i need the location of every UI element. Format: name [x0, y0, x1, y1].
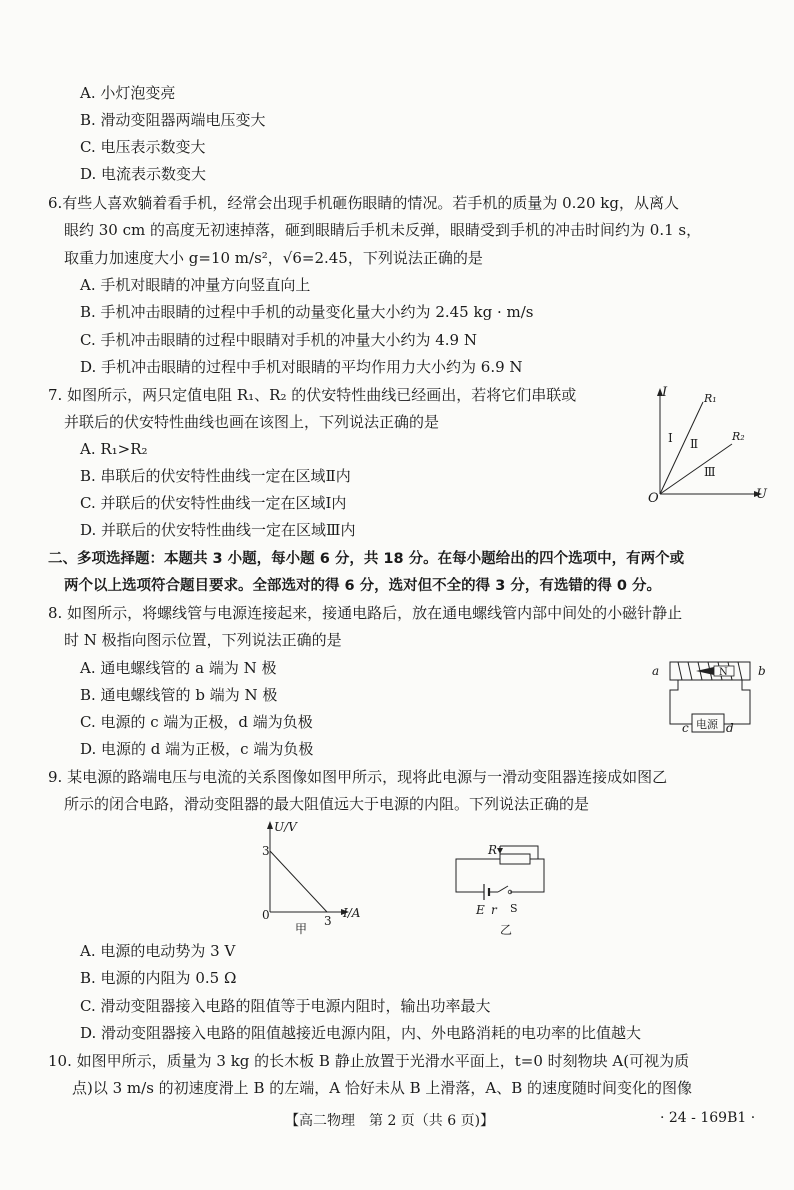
q6-option-d: D. 手机冲击眼睛的过程中手机对眼睛的平均作用力大小约为 6.9 N [80, 358, 523, 376]
q7-region-3: Ⅲ [704, 465, 716, 479]
q7-stem-line-1: 7. 如图所示，两只定值电阻 R₁、R₂ 的伏安特性曲线已经画出，若将它们串联或 [48, 386, 577, 404]
q8-option-c: C. 电源的 c 端为正极，d 端为负极 [80, 713, 313, 731]
q8-label-a: a [652, 664, 660, 678]
q9-jia-y-tick: 3 [262, 844, 270, 858]
q8-solenoid-circuit [648, 652, 770, 736]
q5-option-d: D. 电流表示数变大 [80, 165, 207, 183]
section-2-heading-line-1: 二、多项选择题：本题共 3 小题，每小题 6 分，共 18 分。在每小题给出的四个选项中，有两个或 [48, 551, 685, 567]
q9-stem-line-1: 9. 某电源的路端电压与电流的关系图像如图甲所示，现将此电源与一滑动变阻器连接成如图乙 [48, 768, 668, 786]
q9-yi-r-internal-label: r [491, 903, 497, 917]
q8-power-source-label: 电源 [696, 718, 718, 731]
q9-jia-x-tick: 3 [324, 914, 332, 928]
q9-jia-origin: 0 [262, 908, 270, 922]
q5-option-c: C. 电压表示数变大 [80, 138, 206, 156]
q9-option-d: D. 滑动变阻器接入电路的阻值越接近电源内阻，内、外电路消耗的电功率的比值越大 [80, 1024, 642, 1042]
q9-option-a: A. 电源的电动势为 3 V [80, 942, 236, 960]
q7-r2-label: R₂ [732, 430, 745, 443]
q9-jia-axis-i-label: I/A [343, 906, 361, 920]
q10-stem-line-1: 10. 如图甲所示，质量为 3 kg 的长木板 B 静止放置于光滑水平面上，t=0 时刻物块 A(可视为质 [48, 1052, 690, 1070]
q7-stem-line-2: 并联后的伏安特性曲线也画在该图上，下列说法正确的是 [64, 413, 440, 431]
q10-stem-line-2: 点)以 3 m/s 的初速度滑上 B 的左端，A 恰好未从 B 上滑落，A、B 的速度随时间变化的图像 [72, 1079, 693, 1097]
q7-option-a: A. R₁>R₂ [80, 440, 148, 458]
q9-yi-caption: 乙 [500, 923, 513, 937]
q7-option-d: D. 并联后的伏安特性曲线一定在区域Ⅲ内 [80, 521, 356, 539]
q9-fig-jia-ui-graph [255, 815, 370, 935]
q9-yi-r-label: R [488, 843, 498, 857]
q8-option-b: B. 通电螺线管的 b 端为 N 极 [80, 686, 278, 704]
q9-jia-axis-u-label: U/V [274, 820, 297, 834]
q7-iu-graph [640, 380, 770, 505]
q9-option-c: C. 滑动变阻器接入电路的阻值等于电源内阻时，输出功率最大 [80, 997, 491, 1015]
page-footer-code: · 24 - 169B1 · [660, 1110, 756, 1126]
q9-jia-caption: 甲 [295, 922, 308, 935]
q7-region-1: Ⅰ [668, 431, 673, 445]
q5-option-b: B. 滑动变阻器两端电压变大 [80, 111, 266, 129]
q7-axis-i-label: I [662, 385, 668, 400]
q8-label-d: d [726, 721, 734, 735]
q5-option-a: A. 小灯泡变亮 [80, 84, 176, 102]
q7-region-2: Ⅱ [690, 437, 699, 451]
q6-stem-line-2: 眼约 30 cm 的高度无初速掉落，砸到眼睛后手机未反弹，眼睛受到手机的冲击时间约为 0.1 s， [64, 221, 702, 239]
q7-option-b: B. 串联后的伏安特性曲线一定在区域Ⅱ内 [80, 467, 351, 485]
q8-option-d: D. 电源的 d 端为正极，c 端为负极 [80, 740, 314, 758]
q9-yi-e-label: E [476, 903, 485, 917]
q7-option-c: C. 并联后的伏安特性曲线一定在区域Ⅰ内 [80, 494, 347, 512]
q8-stem-line-2: 时 N 极指向图示位置，下列说法正确的是 [64, 631, 342, 649]
q8-label-b: b [758, 664, 766, 678]
q6-option-c: C. 手机冲击眼睛的过程中眼睛对手机的冲量大小约为 4.9 N [80, 331, 477, 349]
section-2-heading-line-2: 两个以上选项符合题目要求。全部选对的得 6 分，选对但不全的得 3 分，有选错的得 0 分。 [64, 578, 662, 594]
q7-axis-u-label: U [756, 487, 767, 502]
q7-r1-label: R₁ [704, 392, 717, 405]
q9-option-b: B. 电源的内阻为 0.5 Ω [80, 969, 237, 987]
q6-option-a: A. 手机对眼睛的冲量方向竖直向上 [80, 276, 311, 294]
q6-option-b: B. 手机冲击眼睛的过程中手机的动量变化量大小约为 2.45 kg · m/s [80, 303, 534, 321]
page-footer-label: 【高二物理 第 2 页（共 6 页)】 [285, 1113, 495, 1129]
q9-yi-switch-label: S [510, 902, 518, 915]
q6-stem-line-3: 取重力加速度大小 g=10 m/s²，√6=2.45，下列说法正确的是 [64, 249, 483, 267]
q8-label-c: c [682, 721, 689, 735]
q8-needle-n-label: N [719, 667, 728, 678]
q9-fig-yi-circuit [448, 842, 550, 938]
q8-option-a: A. 通电螺线管的 a 端为 N 极 [80, 659, 277, 677]
q8-stem-line-1: 8. 如图所示，将螺线管与电源连接起来，接通电路后，放在通电螺线管内部中间处的小磁针静止 [48, 604, 683, 622]
q9-stem-line-2: 所示的闭合电路，滑动变阻器的最大阻值远大于电源的内阻。下列说法正确的是 [64, 795, 590, 813]
q7-origin-label: O [648, 491, 659, 505]
q6-stem-line-1: 6.有些人喜欢躺着看手机，经常会出现手机砸伤眼睛的情况。若手机的质量为 0.20 kg，从离人 [48, 194, 679, 212]
